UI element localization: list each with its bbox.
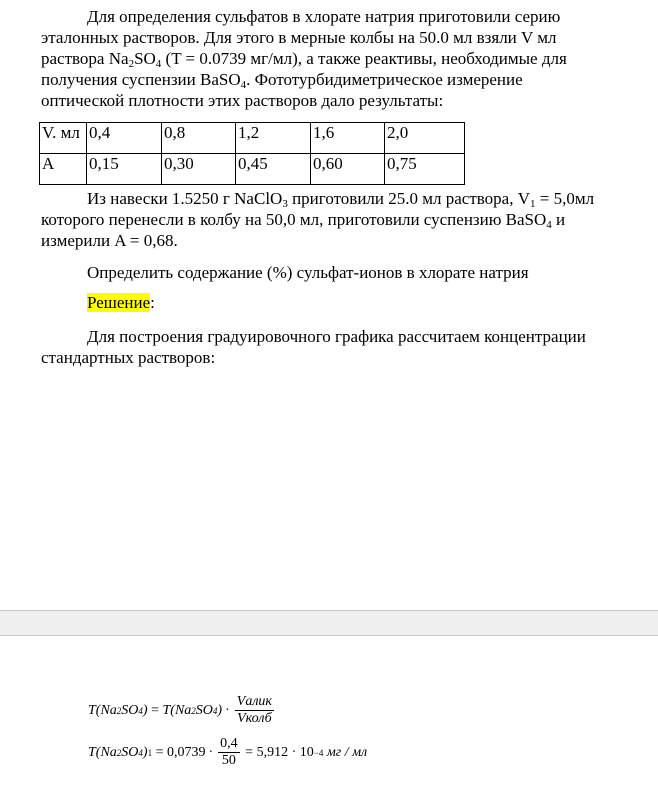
results-table bbox=[39, 122, 465, 185]
table-cell: 0,8 bbox=[162, 123, 236, 154]
table-cell: 1,2 bbox=[236, 123, 311, 154]
table-cell: 2,0 bbox=[385, 123, 465, 154]
table-cell: 0,4 bbox=[87, 123, 162, 154]
table-row bbox=[40, 123, 465, 154]
table-cell: 0,30 bbox=[162, 154, 236, 185]
table-cell: 0,75 bbox=[385, 154, 465, 185]
formula-titer-value: T(Na 2 SO 4 ) 1 = 0,0739 · $\frac{0,4}{50}$ = 5,912 · 10 −4 мг / мл bbox=[88, 736, 368, 768]
table-row bbox=[40, 154, 465, 185]
fraction: $\frac{\text{Vалик}}{\text{Vколб}}$ bbox=[236, 694, 272, 726]
page-separator bbox=[0, 610, 658, 636]
solution-heading: Решение: bbox=[87, 293, 155, 312]
intro-paragraph: Для определения сульфатов в хлорате натрия приготовили серию эталонных растворов. Для этого в мерные колбы на 50.0 мл взяли V мл раствора $Na_2SO_4$ (T = 0.0739 мг/мл), а также реактивы, необходимые для получения суспензии BaSO$_4$. Фототурбидиметрическое измерение оптической плотности этих растворов дало результаты: bbox=[41, 7, 567, 110]
table-cell: 0,15 bbox=[87, 154, 162, 185]
table-cell: 0,60 bbox=[311, 154, 385, 185]
fraction: $\frac{0,4}{50}$ bbox=[220, 736, 238, 768]
table-cell: V. мл bbox=[40, 123, 87, 154]
document-page-2 bbox=[0, 636, 658, 785]
sample-paragraph: Из навески 1.5250 г NaClO$_3$ приготовили 25.0 мл раствора, $V_1 = 5,0мл$ которого перенесли в колбу на 50,0 мл, приготовили суспензию BaSO$_4$ и измерили A = 0,68. bbox=[41, 189, 595, 250]
table-cell: A bbox=[40, 154, 87, 185]
table-cell: 0,45 bbox=[236, 154, 311, 185]
formula-titer-ratio: T(Na 2 SO 4 ) = T(Na 2 SO 4 ) · $\frac{\text{Vалик}}{\text{Vколб}}$ bbox=[88, 694, 272, 726]
solution-label: Решение bbox=[87, 293, 151, 312]
task-paragraph: Определить содержание (%) сульфат-ионов в хлорате натрия bbox=[87, 263, 529, 282]
method-paragraph: Для построения градуировочного графика рассчитаем концентрации стандартных растворов: bbox=[41, 327, 586, 367]
table-cell: 1,6 bbox=[311, 123, 385, 154]
